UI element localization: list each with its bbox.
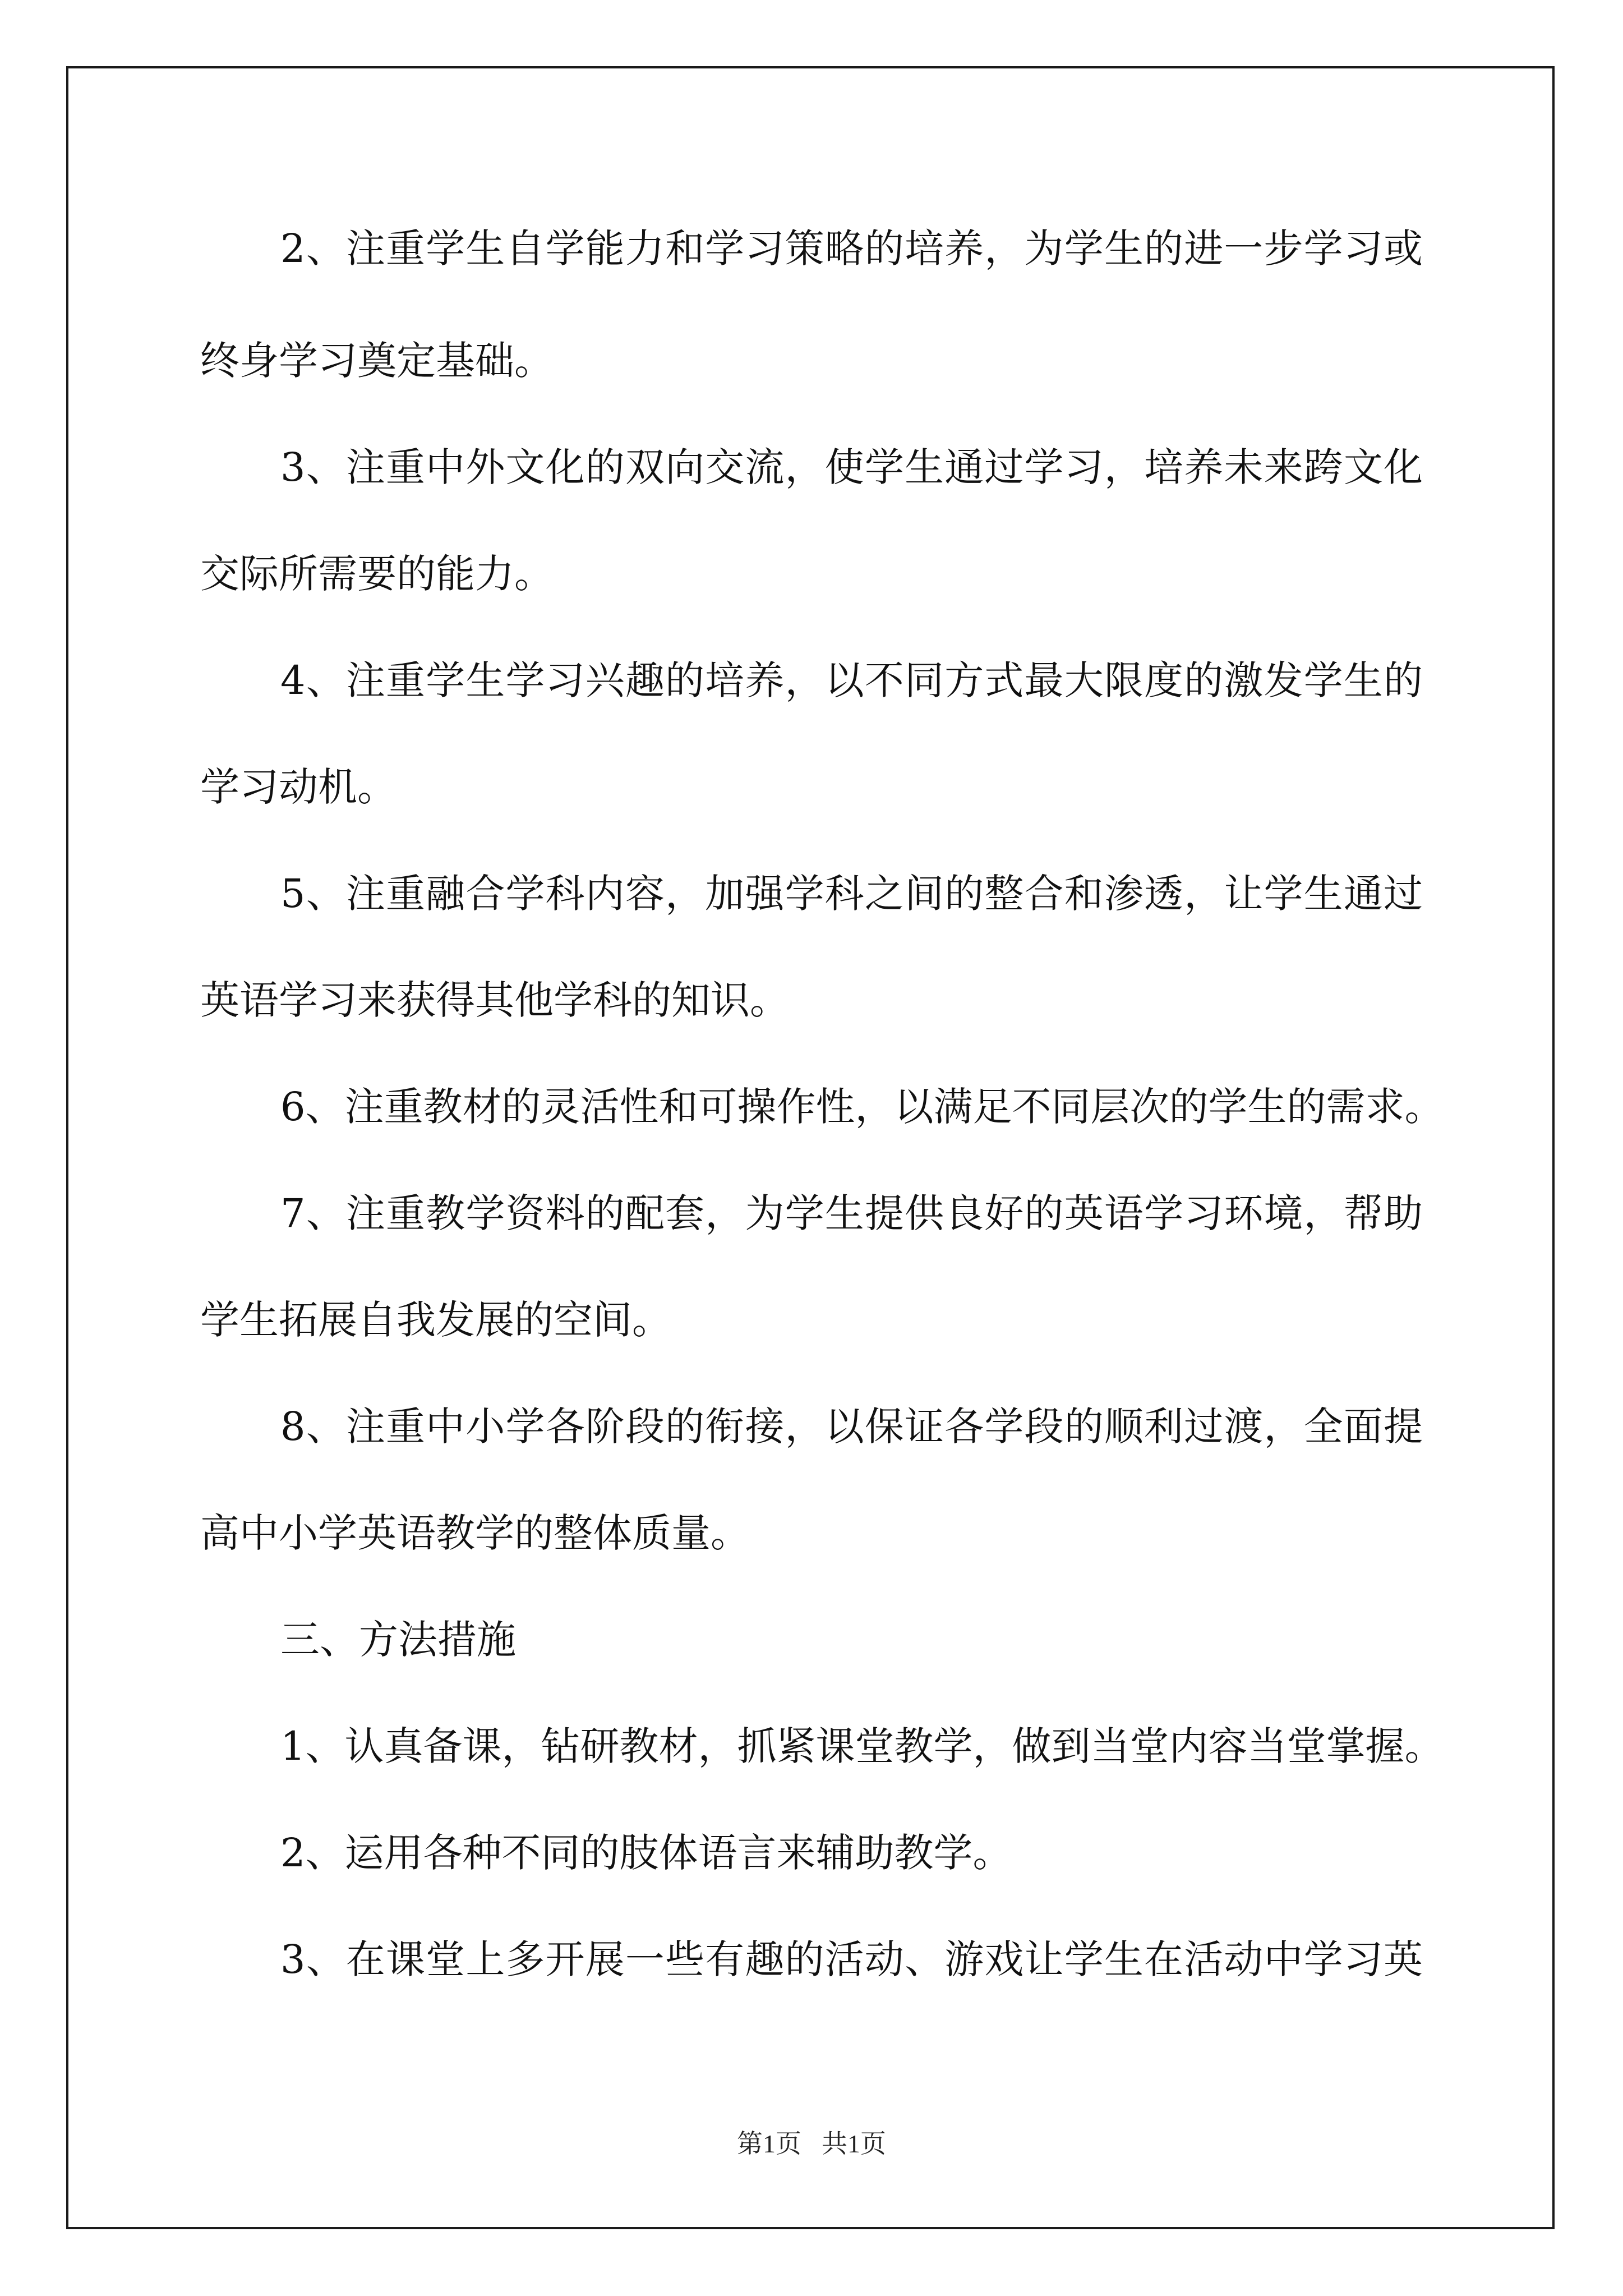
- paragraph-line: 5、注重融合学科内容，加强学科之间的整合和渗透，让学生通过: [280, 871, 1423, 917]
- page-footer: [0, 2123, 1623, 2160]
- page-number-total: 共1页: [822, 2129, 886, 2158]
- paragraph-line: 学生拓展自我发展的空间。: [200, 1297, 671, 1343]
- paragraph-line: 3、在课堂上多开展一些有趣的活动、游戏让学生在活动中学习英: [280, 1936, 1423, 1982]
- paragraph-line: 8、注重中小学各阶段的衔接，以保证各学段的顺利过渡，全面提: [280, 1404, 1423, 1450]
- paragraph-line: 英语学习来获得其他学科的知识。: [200, 977, 789, 1023]
- paragraph-line: 学习动机。: [200, 764, 396, 810]
- paragraph-line: 4、注重学生学习兴趣的培养，以不同方式最大限度的激发学生的: [280, 657, 1423, 703]
- page-border: [66, 66, 1555, 2229]
- paragraph-line: 高中小学英语教学的整体质量。: [200, 1510, 750, 1556]
- paragraph-line: 终身学习奠定基础。: [200, 338, 554, 384]
- paragraph-line: 6、注重教材的灵活性和可操作性，以满足不同层次的学生的需求。: [280, 1084, 1444, 1130]
- paragraph-line: 1、认真备课，钻研教材，抓紧课堂教学，做到当堂内容当堂掌握。: [280, 1723, 1444, 1769]
- paragraph-line: 2、注重学生自学能力和学习策略的培养，为学生的进一步学习或: [280, 226, 1423, 272]
- paragraph-line: 2、运用各种不同的肢体语言来辅助教学。: [280, 1830, 1012, 1876]
- page-number-current: 第1页: [737, 2129, 801, 2158]
- paragraph-line: 交际所需要的能力。: [200, 551, 554, 597]
- paragraph-line: 7、注重教学资料的配套，为学生提供良好的英语学习环境，帮助: [280, 1190, 1423, 1236]
- paragraph-line: 3、注重中外文化的双向交流，使学生通过学习，培养未来跨文化: [280, 444, 1423, 490]
- section-heading: 三、方法措施: [280, 1617, 516, 1663]
